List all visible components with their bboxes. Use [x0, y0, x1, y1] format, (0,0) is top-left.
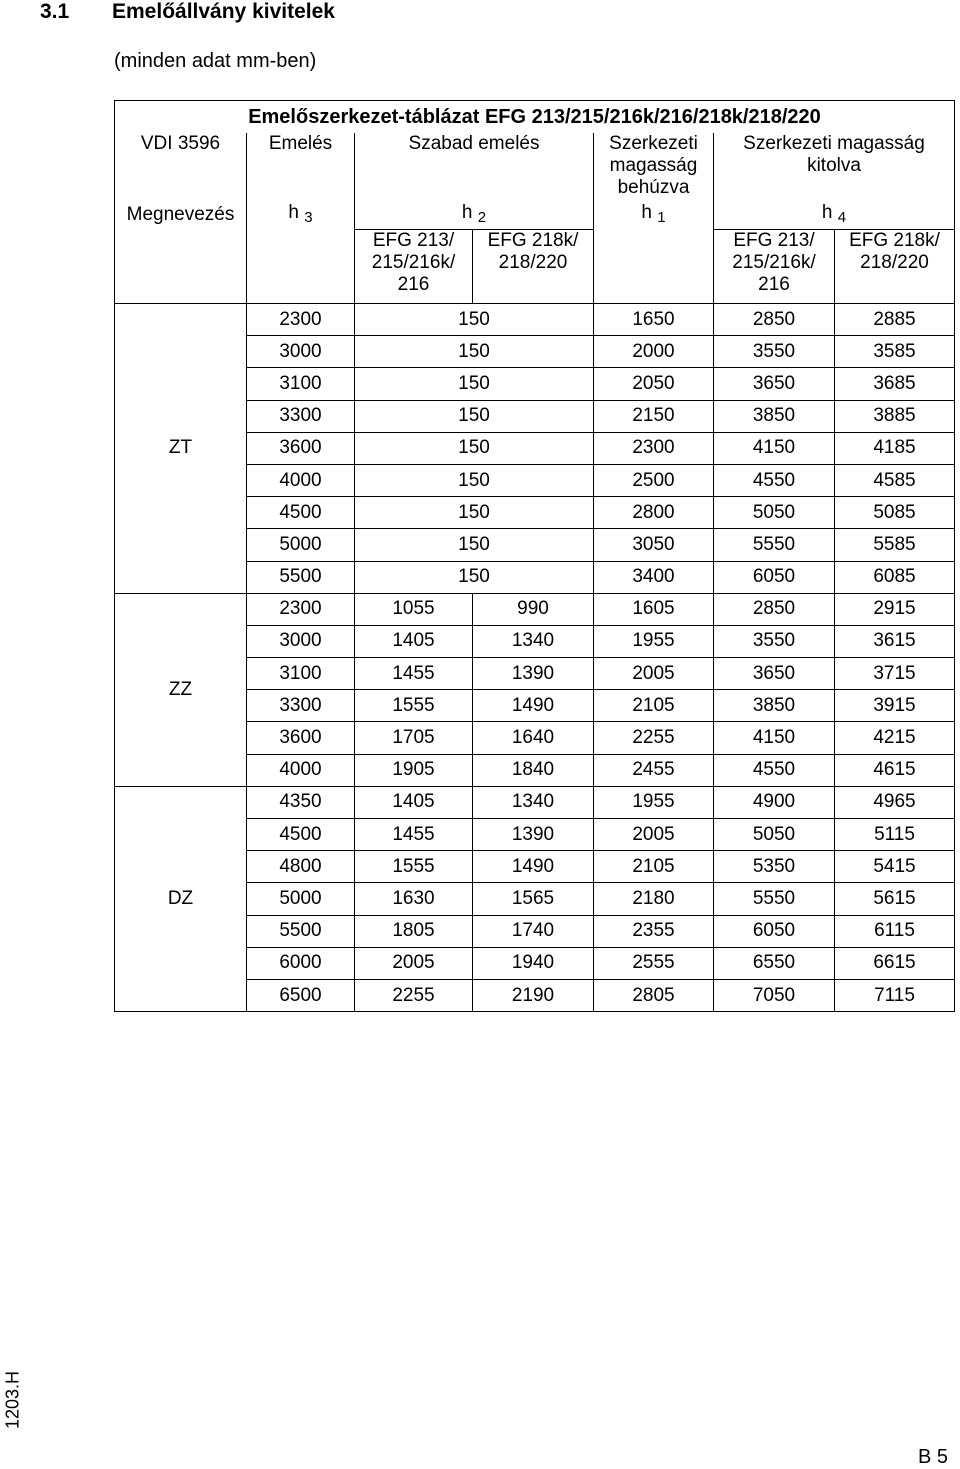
table-cell: 6115: [835, 915, 955, 947]
table-cell: 3885: [835, 400, 955, 432]
table-cell: 2105: [594, 690, 714, 722]
table-cell: 2885: [835, 304, 955, 336]
table-cell: 150: [355, 464, 594, 496]
table-cell: 1455: [355, 819, 473, 851]
table-cell: 3600: [247, 722, 355, 754]
table-cell: 2555: [594, 947, 714, 979]
table-cell: 1405: [355, 625, 473, 657]
table-cell: 5000: [247, 883, 355, 915]
h4-symbol: h: [821, 201, 833, 223]
table-cell: 5585: [835, 529, 955, 561]
page-number: B 5: [918, 1446, 949, 1468]
table-cell: 3585: [835, 336, 955, 368]
table-cell: 2005: [594, 658, 714, 690]
table-cell: 1605: [594, 593, 714, 625]
table-cell: 4000: [247, 464, 355, 496]
table-cell: 6500: [247, 979, 355, 1011]
table-row: [115, 786, 955, 818]
table-cell: 5085: [835, 497, 955, 529]
table-cell: 4965: [835, 786, 955, 818]
header-efg-a: EFG 213/ 215/216k/ 216: [355, 230, 473, 304]
table-cell: 1805: [355, 915, 473, 947]
table-cell: 3915: [835, 690, 955, 722]
table-cell: 3550: [714, 336, 835, 368]
h3-symbol: h: [288, 201, 299, 223]
table-cell: 4900: [714, 786, 835, 818]
table-cell: 3650: [714, 658, 835, 690]
table-cell: 2500: [594, 464, 714, 496]
table-cell: 3715: [835, 658, 955, 690]
table-cell: 2850: [714, 304, 835, 336]
table-cell: 6550: [714, 947, 835, 979]
header-h3: [247, 201, 355, 230]
table-cell: 6050: [714, 915, 835, 947]
table-cell: 2005: [594, 819, 714, 851]
table-cell: 5550: [714, 883, 835, 915]
table-cell: 5350: [714, 851, 835, 883]
table-cell: 5550: [714, 529, 835, 561]
table-cell: 1055: [355, 593, 473, 625]
table-cell: 1455: [355, 658, 473, 690]
document-code: 1203.H: [2, 1370, 23, 1430]
table-cell: 6085: [835, 561, 955, 593]
table-cell: 3615: [835, 625, 955, 657]
table-cell: 150: [355, 400, 594, 432]
table-cell: 150: [355, 304, 594, 336]
table-cell: 1630: [355, 883, 473, 915]
table-cell: 3650: [714, 368, 835, 400]
table-cell: 3000: [247, 625, 355, 657]
table-cell: 4150: [714, 432, 835, 464]
table-cell: 2050: [594, 368, 714, 400]
table-cell: 1565: [473, 883, 594, 915]
lift-mast-table: [114, 100, 955, 1012]
table-cell: 4000: [247, 754, 355, 786]
table-cell: 5050: [714, 497, 835, 529]
table-cell: 2255: [594, 722, 714, 754]
table-cell: 5415: [835, 851, 955, 883]
table-cell: 1405: [355, 786, 473, 818]
h2-symbol: h: [461, 201, 473, 223]
table-cell: 1390: [473, 819, 594, 851]
table-cell: 1650: [594, 304, 714, 336]
table-cell: 2300: [247, 593, 355, 625]
group-label-dz: DZ: [115, 786, 247, 1011]
table-cell: 5115: [835, 819, 955, 851]
table-cell: 1840: [473, 754, 594, 786]
table-cell: 6615: [835, 947, 955, 979]
table-cell: 150: [355, 497, 594, 529]
table-cell: 2105: [594, 851, 714, 883]
table-cell: 4800: [247, 851, 355, 883]
table-cell: 1340: [473, 786, 594, 818]
section-title: Emelőállvány kivitelek: [112, 0, 335, 23]
header-szerk-behuzva-text: Szerkezeti magasság behúzva: [609, 133, 698, 198]
table-cell: 5050: [714, 819, 835, 851]
table-row: [115, 304, 955, 336]
section-heading: [40, 0, 335, 24]
table-cell: 3300: [247, 690, 355, 722]
table-cell: 2850: [714, 593, 835, 625]
header-emeles: Emelés: [247, 133, 355, 201]
header-szerk-kitolva-text: Szerkezeti magasság kitolva: [743, 133, 925, 176]
table-cell: 2805: [594, 979, 714, 1011]
table-cell: 1955: [594, 786, 714, 818]
table-cell: 5000: [247, 529, 355, 561]
table-cell: 3050: [594, 529, 714, 561]
table-cell: 1955: [594, 625, 714, 657]
table-cell: 2150: [594, 400, 714, 432]
table-cell: 3850: [714, 400, 835, 432]
table-cell: 4500: [247, 497, 355, 529]
table-cell: 2180: [594, 883, 714, 915]
table-cell: 4215: [835, 722, 955, 754]
table-cell: 3100: [247, 658, 355, 690]
table-cell: 3685: [835, 368, 955, 400]
table-cell: 2005: [355, 947, 473, 979]
table-cell: 5615: [835, 883, 955, 915]
table-cell: 5500: [247, 561, 355, 593]
h3-subscript: 3: [304, 208, 313, 226]
table-cell: 5500: [247, 915, 355, 947]
table-cell: 3000: [247, 336, 355, 368]
table-cell: 1490: [473, 851, 594, 883]
table-cell: 1490: [473, 690, 594, 722]
table-cell: 4500: [247, 819, 355, 851]
table-cell: 2800: [594, 497, 714, 529]
table-cell: 150: [355, 561, 594, 593]
table-cell: 4550: [714, 464, 835, 496]
header-szabad-emeles: Szabad emelés: [355, 133, 594, 201]
table-cell: 3600: [247, 432, 355, 464]
table-cell: 4550: [714, 754, 835, 786]
table-cell: 4350: [247, 786, 355, 818]
table-cell: 1390: [473, 658, 594, 690]
table-title: Emelőszerkezet-táblázat EFG 213/215/216k/216/218k/218/220: [115, 101, 955, 134]
h2-subscript: 2: [477, 208, 487, 226]
table-cell: 2300: [594, 432, 714, 464]
table-cell: 2300: [247, 304, 355, 336]
table-cell: 2915: [835, 593, 955, 625]
units-note: (minden adat mm-ben): [114, 50, 317, 72]
header-h1: [594, 201, 714, 230]
table-cell: 3850: [714, 690, 835, 722]
table-cell: 1640: [473, 722, 594, 754]
table-cell: 150: [355, 529, 594, 561]
table-cell: 990: [473, 593, 594, 625]
h4-subscript: 4: [837, 208, 847, 226]
table-cell: 3300: [247, 400, 355, 432]
table-cell: 7050: [714, 979, 835, 1011]
table-cell: 1940: [473, 947, 594, 979]
table-cell: 150: [355, 336, 594, 368]
group-label-zz: ZZ: [115, 593, 247, 786]
table-cell: 4585: [835, 464, 955, 496]
table-cell: 4150: [714, 722, 835, 754]
table-cell: 2355: [594, 915, 714, 947]
table-cell: 6050: [714, 561, 835, 593]
table-cell: 3550: [714, 625, 835, 657]
table-cell: 3100: [247, 368, 355, 400]
section-number: 3.1: [40, 0, 70, 23]
header-h4: [714, 201, 955, 230]
table-cell: 1905: [355, 754, 473, 786]
table-row: [115, 593, 955, 625]
h1-subscript: 1: [657, 208, 666, 226]
header-efg-c: EFG 213/ 215/216k/ 216: [714, 230, 835, 304]
header-vdi: VDI 3596: [115, 133, 247, 201]
table-cell: 4615: [835, 754, 955, 786]
table-cell: 7115: [835, 979, 955, 1011]
header-szerk-behuzva: [594, 133, 714, 201]
table-cell: 150: [355, 432, 594, 464]
table-cell: 6000: [247, 947, 355, 979]
table-cell: 1705: [355, 722, 473, 754]
header-efg-d: EFG 218k/ 218/220: [835, 230, 955, 304]
table-cell: 2190: [473, 979, 594, 1011]
table-cell: 150: [355, 368, 594, 400]
table-cell: 1555: [355, 851, 473, 883]
table-cell: 1555: [355, 690, 473, 722]
table-cell: 4185: [835, 432, 955, 464]
header-megnevezes: Megnevezés: [115, 201, 247, 230]
header-szerk-kitolva: [714, 133, 955, 201]
h1-symbol: h: [641, 201, 652, 223]
header-h2: [355, 201, 594, 230]
table-cell: 1740: [473, 915, 594, 947]
header-efg-b: EFG 218k/ 218/220: [473, 230, 594, 304]
table-cell: 3400: [594, 561, 714, 593]
table-cell: 1340: [473, 625, 594, 657]
table-cell: 2455: [594, 754, 714, 786]
table-cell: 2000: [594, 336, 714, 368]
table-cell: 2255: [355, 979, 473, 1011]
group-label-zt: ZT: [115, 304, 247, 594]
